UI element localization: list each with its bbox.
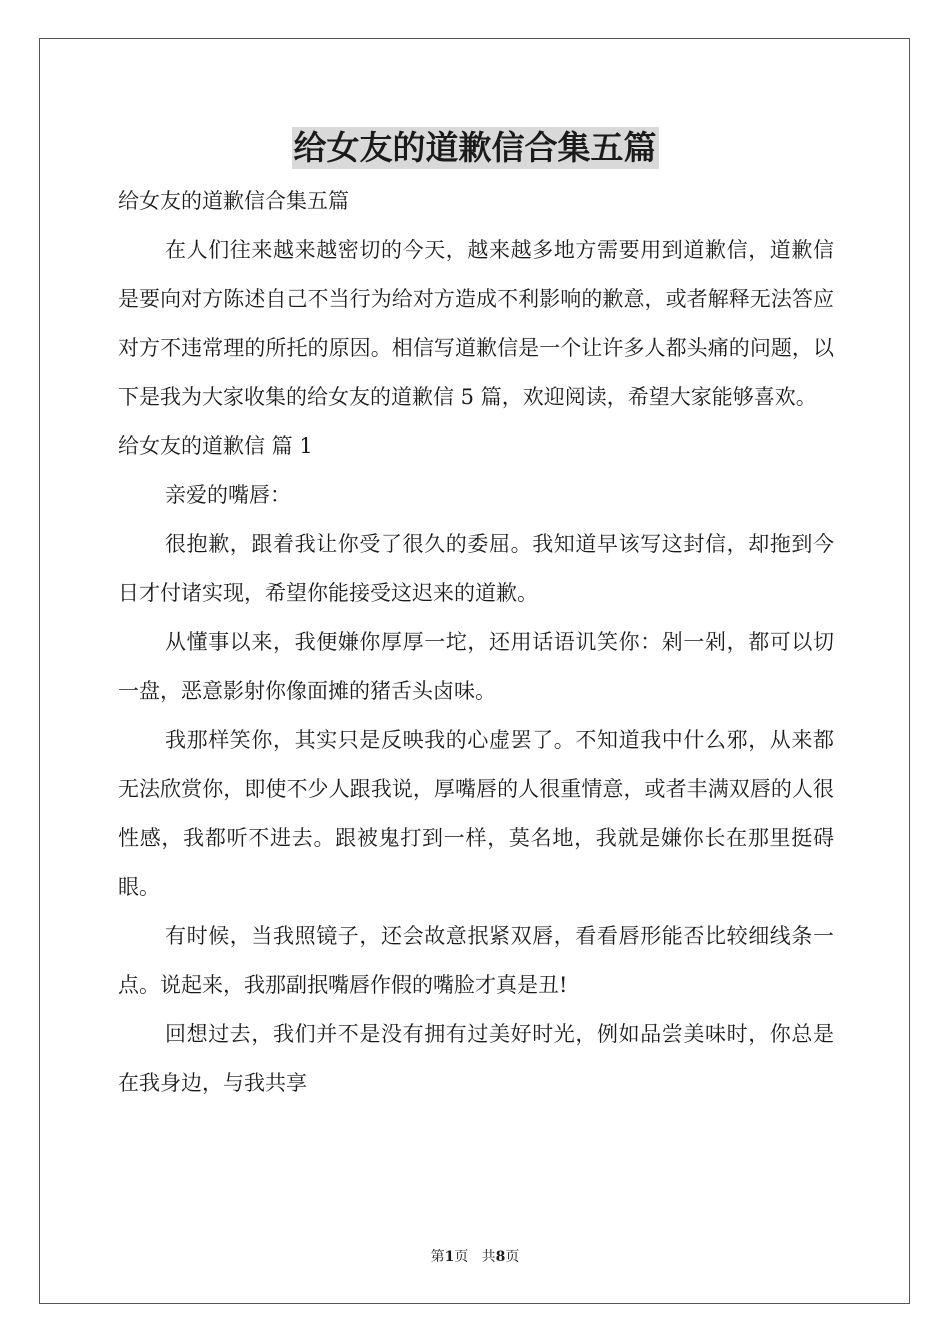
- total-label-prefix: 共: [481, 1249, 496, 1265]
- document-body: [118, 177, 834, 1108]
- page-label-suffix: 页: [454, 1249, 469, 1265]
- total-pages: 8: [495, 1249, 506, 1265]
- page-label-prefix: 第: [430, 1249, 445, 1265]
- paragraph: 我那样笑你，其实只是反映我的心虚罢了。不知道我中什么邪，从来都无法欣赏你，即使不少人跟我说，厚嘴唇的人很重情意，或者丰满双唇的人很性感，我都听不进去。跟被鬼打到一样，莫名地，我就是嫌你长在那里挺碍眼。: [118, 728, 834, 899]
- document-title: 给女友的道歉信合集五篇: [293, 128, 657, 167]
- page-number: 1: [444, 1249, 455, 1265]
- paragraph: 给女友的道歉信合集五篇: [118, 189, 349, 213]
- paragraph: 在人们往来越来越密切的今天，越来越多地方需要用到道歉信，道歉信是要向对方陈述自己不当行为给对方造成不利影响的歉意，或者解释无法答应对方不违常理的所托的原因。相信写道歉信是一个让许多人都头痛的问题，以下是我为大家收集的给女友的道歉信 5 篇，欢迎阅读，希望大家能够喜欢。: [118, 238, 834, 409]
- paragraph: 有时候，当我照镜子，还会故意抿紧双唇，看看唇形能否比较细线条一点。说起来，我那副抿嘴唇作假的嘴脸才真是丑!: [118, 924, 834, 997]
- section-heading: 给女友的道歉信 篇 1: [118, 434, 313, 458]
- title-container: [0, 127, 950, 169]
- total-label-suffix: 页: [505, 1249, 520, 1265]
- paragraph: 很抱歉，跟着我让你受了很久的委屈。我知道早该写这封信，却拖到今日才付诸实现，希望你能接受这迟来的道歉。: [118, 532, 834, 605]
- paragraph: 从懂事以来，我便嫌你厚厚一坨，还用话语讥笑你：剁一剁，都可以切一盘，恶意影射你像面摊的猪舌头卤味。: [118, 630, 834, 703]
- paragraph: 回想过去，我们并不是没有拥有过美好时光，例如品尝美味时，你总是在我身边，与我共享: [118, 1022, 834, 1095]
- page-footer: [0, 1248, 950, 1266]
- salutation: 亲爱的嘴唇：: [165, 483, 291, 507]
